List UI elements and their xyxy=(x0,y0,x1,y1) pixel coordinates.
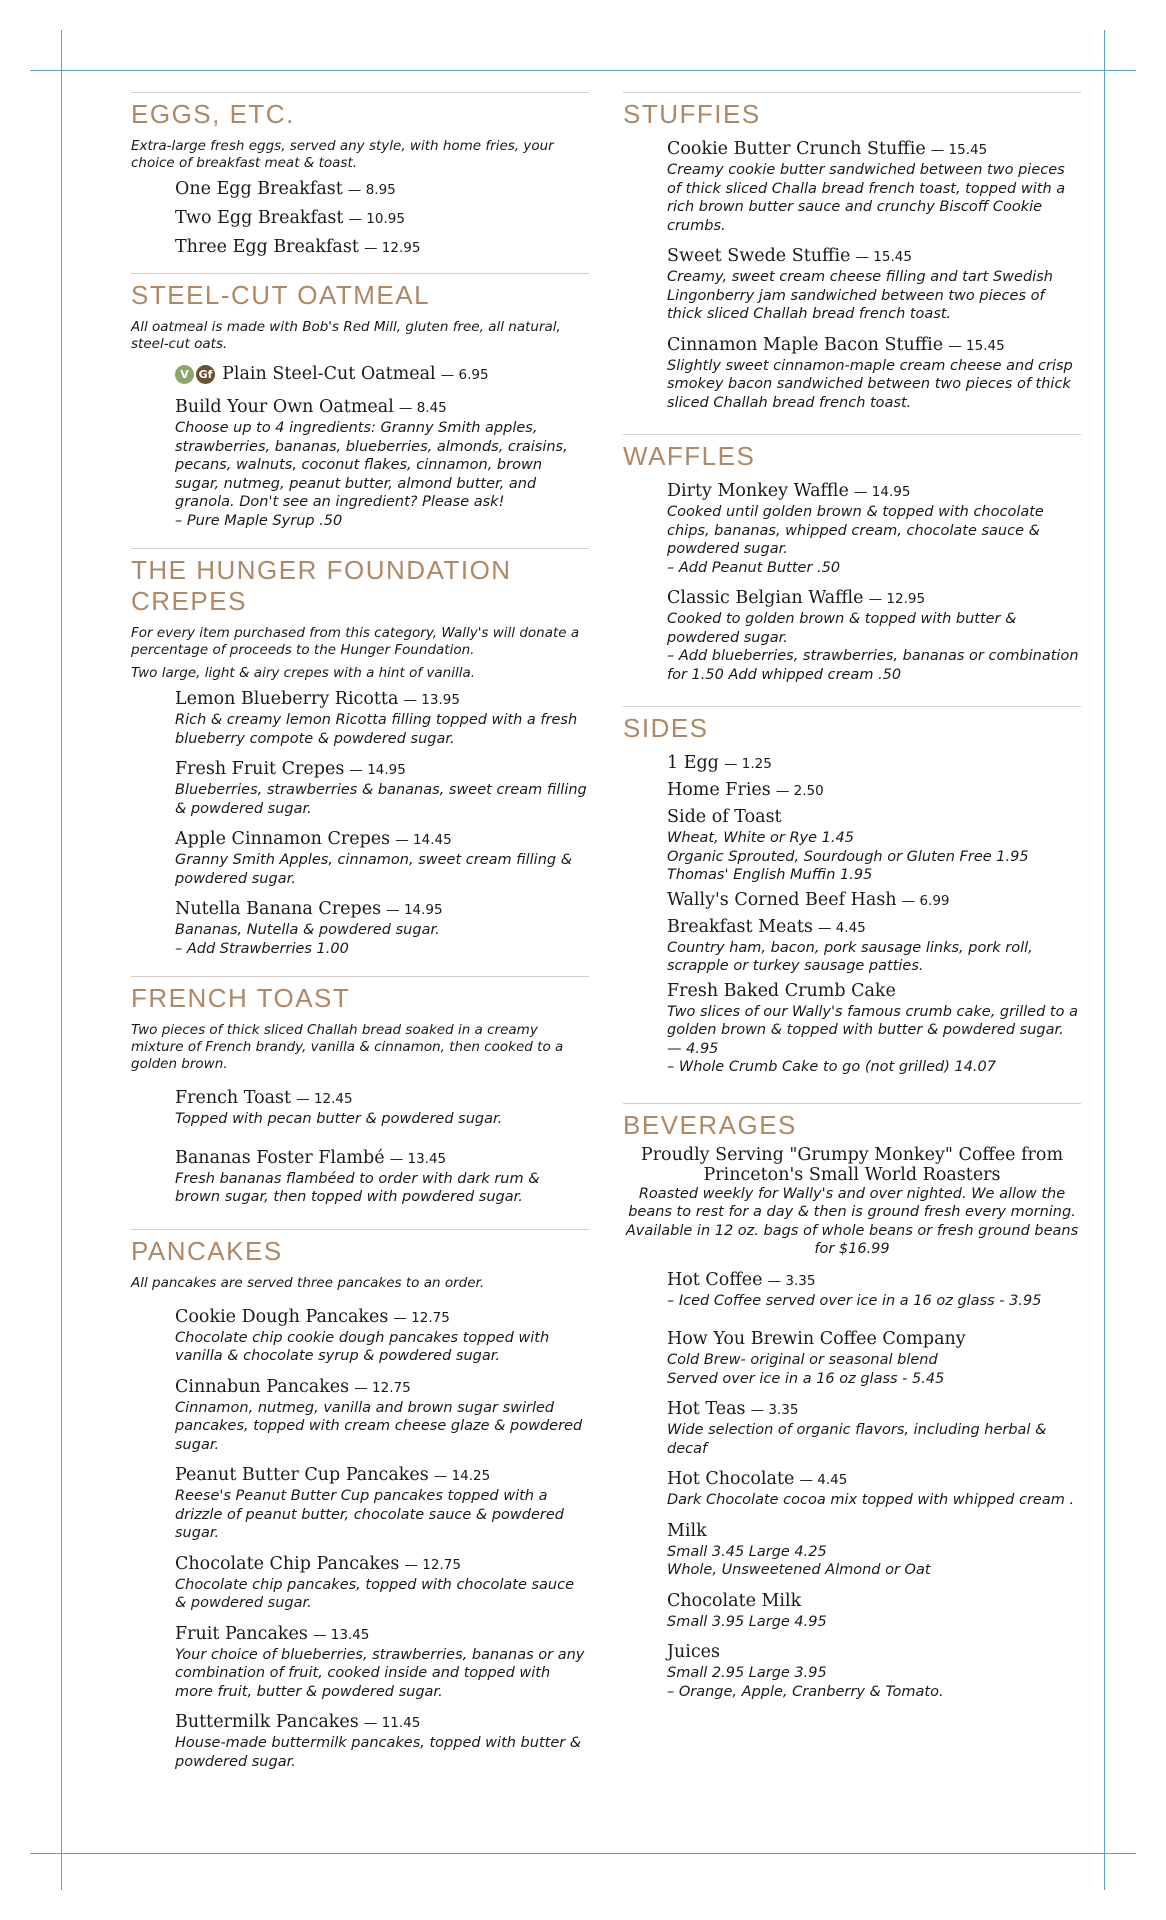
menu-item xyxy=(667,1468,1081,1510)
menu-item xyxy=(667,1520,1081,1580)
item-addon: – Whole Crumb Cake to go (not grilled) 14.07 xyxy=(667,1059,996,1075)
item-description: Small 3.45 Large 4.25 xyxy=(667,1543,827,1560)
item-name: Fresh Baked Crumb Cake xyxy=(667,980,896,1001)
menu-item xyxy=(667,1590,1081,1632)
item-description: Creamy, sweet cream cheese filling and tart Swedish Lingonberry jam sandwiched between two pieces of thick sliced Challah bread french toast. xyxy=(667,269,1053,322)
item-name: Hot Chocolate xyxy=(667,1469,795,1489)
item-list xyxy=(623,752,1081,1077)
item-description: Served over ice in a 16 oz glass - 5.45 xyxy=(667,1370,945,1387)
menu-item xyxy=(175,178,589,201)
item-description: Wheat, White or Rye 1.45 xyxy=(667,830,854,846)
menu-item xyxy=(175,1306,589,1366)
menu-item xyxy=(667,916,1081,976)
item-price: — 12.75 xyxy=(404,1556,461,1573)
item-price: — 3.35 xyxy=(750,1402,799,1418)
item-description: Country ham, bacon, pork sausage links, pork roll, scrapple or turkey sausage patties. xyxy=(667,939,1033,974)
item-name: Three Egg Breakfast xyxy=(175,237,359,257)
item-price: — 13.95 xyxy=(403,692,460,708)
item-name: Cinnamon Maple Bacon Stuffie xyxy=(667,334,944,355)
coffee-promo-title: Proudly Serving "Grumpy Monkey" Coffee from Princeton's Small World Roasters xyxy=(640,1144,1064,1185)
menu-item xyxy=(175,236,589,259)
section-pancakes xyxy=(131,1229,589,1772)
item-description: Chocolate chip cookie dough pancakes topped with vanilla & chocolate syrup & powdered sugar. xyxy=(175,1329,550,1364)
item-price: — 14.95 xyxy=(349,762,406,778)
item-name: Two Egg Breakfast xyxy=(175,208,344,228)
menu-item xyxy=(175,396,589,530)
item-description: Small 2.95 Large 3.95 xyxy=(667,1665,827,1681)
item-addon: – Add Peanut Butter .50 xyxy=(667,559,841,576)
item-price: — 13.45 xyxy=(389,1150,447,1167)
item-description: Blueberries, strawberries & bananas, sweet cream filling & powdered sugar. xyxy=(175,782,587,817)
item-addon: – Add blueberries, strawberries, bananas or combination for 1.50 Add whipped cream .50 xyxy=(667,648,1079,683)
menu-item xyxy=(667,480,1081,577)
item-list xyxy=(623,138,1081,412)
menu-item xyxy=(667,889,1081,912)
crop-mark-right xyxy=(1104,30,1105,1890)
coffee-promo-description: Roasted weekly for Wally's and over nighted. We allow the beans to rest for a day & then is ground fresh every morning. Available in 12 oz. bags of whole beans or fresh ground beans for $16.99 xyxy=(625,1185,1079,1257)
menu-item xyxy=(175,1623,589,1702)
section-title: FRENCH TOAST xyxy=(131,983,351,1013)
item-name: Dirty Monkey Waffle xyxy=(667,481,849,501)
section-description: All oatmeal is made with Bob's Red Mill, gluten free, all natural, steel-cut oats. xyxy=(131,319,561,352)
menu-item xyxy=(667,752,1081,775)
menu-item xyxy=(175,898,589,958)
item-description: Cold Brew- original or seasonal blend xyxy=(667,1352,938,1368)
item-description: Creamy cookie butter sandwiched between two pieces of thick sliced Challa bread french toast, topped with a rich brown butter sauce and crunchy Biscoff Cookie crumbs. xyxy=(667,162,1066,234)
item-name: Build Your Own Oatmeal xyxy=(175,397,394,417)
item-description: Small 3.95 Large 4.95 xyxy=(667,1613,827,1630)
item-description: Fresh bananas flambéed to order with dark rum & brown sugar, then topped with powdered sugar. xyxy=(175,1170,540,1205)
item-name: Breakfast Meats xyxy=(667,916,813,937)
menu-item xyxy=(667,587,1081,684)
section-title: SIDES xyxy=(623,713,709,743)
coffee-promo xyxy=(623,1145,1081,1259)
item-name: Cookie Dough Pancakes xyxy=(175,1306,389,1327)
crop-mark-bottom xyxy=(30,1853,1136,1854)
item-description: Reese's Peanut Butter Cup pancakes topped with a drizzle of peanut butter, chocolate sauce & powdered sugar. xyxy=(175,1488,564,1541)
section-title: WAFFLES xyxy=(623,441,756,471)
item-name: Home Fries xyxy=(667,780,771,800)
item-addon: – Pure Maple Syrup .50 xyxy=(175,512,343,529)
item-price: — 3.35 xyxy=(767,1272,816,1289)
item-price: — 12.75 xyxy=(393,1309,450,1326)
item-name: Sweet Swede Stuffie xyxy=(667,246,851,266)
menu-item xyxy=(175,758,589,818)
section-eggs xyxy=(131,92,589,259)
section-title: STEEL-CUT OATMEAL xyxy=(131,280,431,310)
item-description: Bananas, Nutella & powdered sugar. xyxy=(175,922,440,938)
item-list xyxy=(131,1306,589,1772)
item-description: Rich & creamy lemon Ricotta filling topped with a fresh blueberry compote & powdered sugar. xyxy=(175,712,578,747)
section-description: Two pieces of thick sliced Challah bread soaked in a creamy mixture of French brandy, vanilla & cinnamon, then cooked to a golden brown. xyxy=(131,1022,564,1072)
section-title: PANCAKES xyxy=(131,1235,283,1266)
item-description: Granny Smith Apples, cinnamon, sweet cream filling & powdered sugar. xyxy=(175,852,573,887)
item-name: Milk xyxy=(667,1520,707,1541)
item-name: Lemon Blueberry Ricotta xyxy=(175,689,399,709)
menu-item xyxy=(667,1398,1081,1458)
item-description: Choose up to 4 ingredients: Granny Smith apples, strawberries, bananas, blueberries, almonds, craisins, pecans, walnuts, coconut flakes, cinnamon, brown sugar, nutmeg, peanut butter, almond butter, and granola. Don't see an ingredient? Please ask! xyxy=(175,420,568,510)
section-description-secondary: Two large, light & airy crepes with a hint of vanilla. xyxy=(131,665,476,681)
section-title: EGGS, ETC. xyxy=(131,99,295,129)
item-price: — 4.45 xyxy=(799,1472,848,1488)
item-description: Wide selection of organic flavors, including herbal & decaf xyxy=(667,1422,1047,1457)
menu-item xyxy=(175,1464,589,1543)
item-description: Thomas' English Muffin 1.95 xyxy=(667,867,873,883)
item-name: Juices xyxy=(667,1642,721,1662)
item-price: — 12.45 xyxy=(296,1091,353,1107)
item-list xyxy=(623,1269,1081,1702)
section-french-toast xyxy=(131,976,589,1207)
item-description: Whole, Unsweetened Almond or Oat xyxy=(667,1562,931,1578)
section-oatmeal xyxy=(131,273,589,530)
menu-item xyxy=(667,1328,1081,1388)
menu-item xyxy=(667,1641,1081,1701)
crop-mark-left xyxy=(61,30,62,1890)
item-price: — 15.45 xyxy=(855,249,912,265)
menu-item xyxy=(175,688,589,748)
crop-mark-top xyxy=(30,70,1136,71)
item-name: Hot Teas xyxy=(667,1399,746,1419)
section-title: THE HUNGER FOUNDATION CREPES xyxy=(131,555,512,616)
item-price: — 14.25 xyxy=(433,1468,491,1484)
item-price: — 13.45 xyxy=(312,1626,370,1643)
item-name: French Toast xyxy=(175,1088,292,1108)
item-name: One Egg Breakfast xyxy=(175,179,343,199)
item-description: – Iced Coffee served over ice in a 16 oz glass - 3.95 xyxy=(667,1292,1042,1309)
item-price: — 12.95 xyxy=(868,591,926,607)
menu-item xyxy=(175,1376,589,1455)
item-name: Hot Coffee xyxy=(667,1269,763,1290)
item-price: — 2.50 xyxy=(775,783,824,799)
section-description: For every item purchased from this category, Wally's will donate a percentage of proceeds to the Hunger Foundation. xyxy=(131,625,580,658)
menu-item xyxy=(667,245,1081,324)
menu-item xyxy=(175,207,589,230)
item-price: — 15.45 xyxy=(948,337,1005,354)
section-waffles xyxy=(623,434,1081,684)
item-price: — 12.75 xyxy=(354,1379,411,1396)
menu-item xyxy=(175,1147,589,1207)
item-name: Fresh Fruit Crepes xyxy=(175,759,345,779)
item-description: Slightly sweet cinnamon-maple cream cheese and crisp smokey bacon sandwiched between two pieces of thick sliced Challah bread french toast. xyxy=(667,357,1073,411)
section-stuffies xyxy=(623,92,1081,412)
menu-item xyxy=(175,363,589,386)
item-description: – Orange, Apple, Cranberry & Tomato. xyxy=(667,1683,944,1700)
item-price: — 8.45 xyxy=(398,400,447,416)
item-description: Your choice of blueberries, strawberries, bananas or any combination of fruit, cooked inside and topped with more fruit, butter & powdered sugar. xyxy=(175,1646,585,1700)
item-price: — 15.45 xyxy=(930,142,988,158)
item-price: — 6.95 xyxy=(440,367,489,383)
item-price: — 14.95 xyxy=(386,902,443,918)
menu-item xyxy=(667,138,1081,235)
item-name: Classic Belgian Waffle xyxy=(667,588,864,608)
item-name: Nutella Banana Crepes xyxy=(175,899,382,919)
section-title: STUFFIES xyxy=(623,99,761,129)
vegan-badge-icon: V xyxy=(175,365,194,384)
item-name: How You Brewin Coffee Company xyxy=(667,1329,966,1349)
menu-item xyxy=(175,1087,589,1129)
item-name: Plain Steel-Cut Oatmeal xyxy=(222,364,436,384)
item-name: Side of Toast xyxy=(667,807,782,827)
item-price: — 1.25 xyxy=(723,756,772,772)
right-column xyxy=(623,92,1081,1711)
item-price: — 6.99 xyxy=(901,892,950,909)
item-description: Cooked to golden brown & topped with butter & powdered sugar. xyxy=(667,611,1017,646)
item-name: Chocolate Milk xyxy=(667,1590,802,1611)
menu-item xyxy=(667,334,1081,413)
section-beverages xyxy=(623,1103,1081,1702)
item-list xyxy=(131,688,589,958)
item-price: — 14.95 xyxy=(854,484,911,500)
item-name: Cinnabun Pancakes xyxy=(175,1376,350,1397)
item-description: Dark Chocolate cocoa mix topped with whipped cream . xyxy=(667,1492,1075,1508)
section-description: All pancakes are served three pancakes to an order. xyxy=(131,1274,485,1291)
menu-item xyxy=(667,1269,1081,1311)
item-name: Bananas Foster Flambé xyxy=(175,1147,385,1168)
item-name: Chocolate Chip Pancakes xyxy=(175,1553,400,1574)
section-sides xyxy=(623,706,1081,1077)
item-name: Buttermilk Pancakes xyxy=(175,1712,359,1732)
item-name: Wally's Corned Beef Hash xyxy=(667,889,897,910)
item-description: Organic Sprouted, Sourdough or Gluten Free 1.95 xyxy=(667,848,1029,865)
item-list xyxy=(131,178,589,259)
item-price: — 4.45 xyxy=(817,919,866,936)
menu-item xyxy=(175,1553,589,1613)
menu-item xyxy=(175,828,589,888)
item-price: — 12.95 xyxy=(363,240,421,256)
item-price: — 11.45 xyxy=(363,1715,421,1731)
item-description: Chocolate chip pancakes, topped with chocolate sauce & powdered sugar. xyxy=(175,1576,574,1611)
menu-item xyxy=(667,980,1081,1077)
item-price: — 10.95 xyxy=(348,211,405,227)
left-column xyxy=(131,92,589,1781)
item-name: Fruit Pancakes xyxy=(175,1623,308,1644)
item-list xyxy=(131,363,589,530)
menu-item xyxy=(667,779,1081,802)
item-list xyxy=(623,480,1081,684)
item-description: Topped with pecan butter & powdered sugar. xyxy=(175,1111,503,1127)
item-list xyxy=(131,1087,589,1207)
item-price: — 14.45 xyxy=(395,832,452,848)
item-name: 1 Egg xyxy=(667,753,719,773)
gluten-free-badge-icon: Gf xyxy=(196,365,215,384)
item-name: Peanut Butter Cup Pancakes xyxy=(175,1465,429,1485)
item-description: Two slices of our Wally's famous crumb cake, grilled to a golden brown & topped with butter & powdered sugar. — 4.95 xyxy=(667,1003,1078,1057)
item-description: Cinnamon, nutmeg, vanilla and brown sugar swirled pancakes, topped with cream cheese glaze & powdered sugar. xyxy=(175,1399,583,1453)
item-description: Cooked until golden brown & topped with chocolate chips, bananas, whipped cream, chocolate sauce & powdered sugar. xyxy=(667,504,1044,557)
item-price: — 8.95 xyxy=(347,182,396,198)
section-description: Extra-large fresh eggs, served any style, with home fries, your choice of breakfast meat & toast. xyxy=(131,138,554,171)
section-crepes xyxy=(131,548,589,958)
item-addon: – Add Strawberries 1.00 xyxy=(175,940,349,957)
item-name: Apple Cinnamon Crepes xyxy=(175,829,391,849)
item-name: Cookie Butter Crunch Stuffie xyxy=(667,139,926,159)
section-title: BEVERAGES xyxy=(623,1109,797,1140)
item-description: House-made buttermilk pancakes, topped with butter & powdered sugar. xyxy=(175,1735,582,1770)
menu-item xyxy=(175,1711,589,1771)
menu-item xyxy=(667,806,1081,885)
